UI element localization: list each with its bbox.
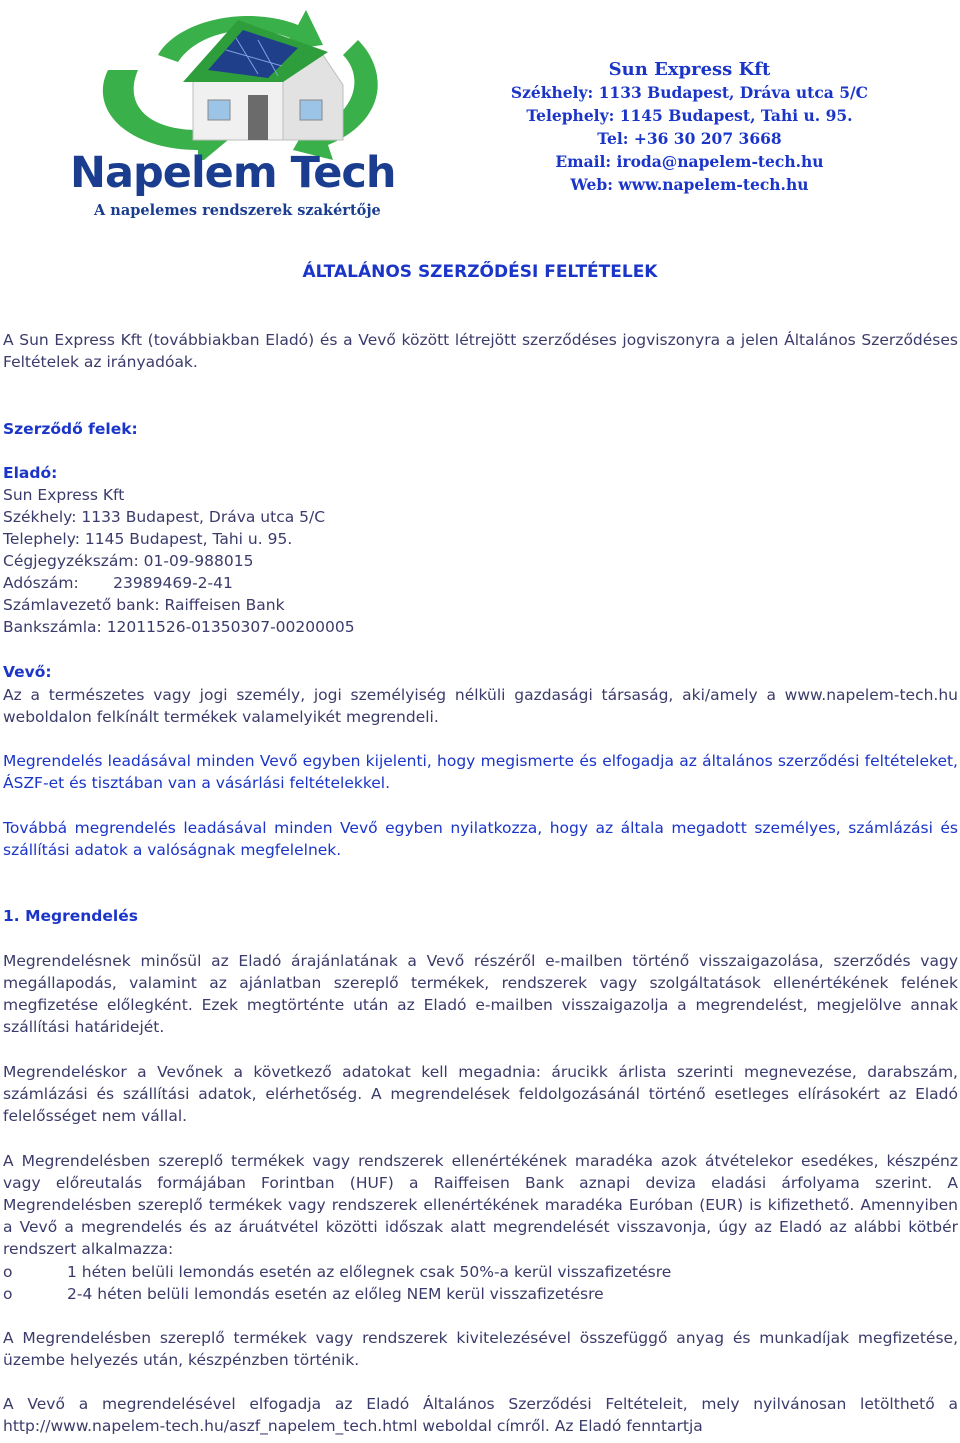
house-wall	[193, 80, 283, 140]
seller-name: Sun Express Kft	[3, 486, 125, 504]
company-email[interactable]: Email: iroda@napelem-tech.hu	[555, 152, 824, 171]
section-1-paragraph-1: Megrendelésnek minősül az Eladó árajánlatának a Vevő részéről e-mailben történő visszaigazolása, szerződés vagy megállapodás, valamint az ajánlatban szereplő termékek, rendszerek vagy szolgáltatások ellenértékének felének megfizetése előlegként. Ezek megtörténte után az Eladó e-mailben visszaigazolja a megrendelést, megjelölve annak szállítási határidejét.	[3, 952, 958, 1036]
seller-bank-account: Bankszámla: 12011526-01350307-00200005	[3, 618, 355, 636]
section-1-paragraph-4: A Megrendelésben szereplő termékek vagy rendszerek kivitelezésével összefüggő anyag és munkadíjak megfizetése, üzembe helyezés után, készpénzben történik.	[3, 1329, 958, 1369]
company-seat: Székhely: 1133 Budapest, Dráva utca 5/C	[510, 83, 868, 102]
company-name: Sun Express Kft	[608, 59, 771, 80]
logo-wordmark: Napelem Tech	[70, 148, 396, 198]
house-logo-icon	[68, 0, 418, 160]
seller-tax-number: Adószám: 23989469-2-41	[3, 574, 233, 592]
seller-registration: Cégjegyzékszám: 01-09-988015	[3, 552, 254, 570]
company-web[interactable]: Web: www.napelem-tech.hu	[570, 175, 809, 194]
logo	[68, 0, 418, 222]
company-header	[511, 58, 868, 196]
buyer-paragraph: Az a természetes vagy jogi személy, jogi személyiség nélküli gazdasági társaság, aki/amely a www.napelem-tech.hu weboldalon felkínált termékek valamelyikét megrendeli.	[3, 686, 958, 726]
section-1-paragraph-3: A Megrendelésben szereplő termékek vagy rendszerek ellenértékének maradéka azok átvételekor esedékes, készpénz vagy előreutalás formájában Forintban (HUF) a Raiffeisen Bank aznapi deviza eladási árfolyama szerint. A Megrendelésben szereplő termékek vagy rendszerek ellenértékének maradéka Euróban (EUR) is kifizethető. Amennyiben a Vevő a megrendelés és az áruátvétel közötti időszak alatt megrendelését visszavonja, úgy az Eladó az alábbi kötbér rendszert alkalmazza:	[3, 1152, 958, 1258]
company-site: Telephely: 1145 Budapest, Tahi u. 95.	[526, 106, 853, 125]
company-phone: Tel: +36 30 207 3668	[597, 129, 782, 148]
order-acceptance-paragraph: Megrendelés leadásával minden Vevő egyben kijelenti, hogy megismerte és elfogadja az általános szerződési feltételeket, ÁSZF-et és tisztában van a vásárlási feltételekkel.	[3, 752, 958, 792]
penalty-bullet-2	[3, 1283, 958, 1305]
buyer-heading: Vevő:	[3, 663, 52, 681]
seller-details	[3, 484, 958, 638]
bullet-marker: o	[3, 1263, 13, 1281]
bullet-text: 1 héten belüli lemondás esetén az előlegnek csak 50%-a kerül visszafizetésre	[67, 1263, 672, 1281]
seller-bank: Számlavezető bank: Raiffeisen Bank	[3, 596, 285, 614]
section-1-paragraph-5: A Vevő a megrendelésével elfogadja az Eladó Általános Szerződési Feltételeit, mely nyilvánosan letölthető a http://www.napelem-tech.hu/aszf_napelem_tech.html weboldal címről. Az Eladó fenntartja	[3, 1395, 958, 1435]
parties-heading: Szerződő felek:	[3, 420, 138, 438]
bullet-marker: o	[3, 1285, 13, 1303]
seller-seat: Székhely: 1133 Budapest, Dráva utca 5/C	[3, 508, 326, 526]
section-1-paragraph-2: Megrendeléskor a Vevőnek a következő adatokat kell megadnia: árucikk árlista szerinti megnevezése, darabszám, számlázási és szállítási adatok, elérhetőség. A megrendelések feldolgozásánál történő esetleges elírásokért az Eladó felelősséget nem vállal.	[3, 1063, 958, 1125]
seller-heading: Eladó:	[3, 464, 58, 482]
penalty-bullet-1	[3, 1261, 958, 1283]
bullet-text: 2-4 héten belüli lemondás esetén az előleg NEM kerül visszafizetésre	[67, 1285, 604, 1303]
document-title: ÁLTALÁNOS SZERZŐDÉSI FELTÉTELEK	[302, 262, 658, 282]
section-1-heading: 1. Megrendelés	[3, 907, 138, 925]
seller-site: Telephely: 1145 Budapest, Tahi u. 95.	[3, 530, 293, 548]
intro-paragraph: A Sun Express Kft (továbbiakban Eladó) és a Vevő között létrejött szerződéses jogviszonyra a jelen Általános Szerződéses Feltételek az irányadóak.	[3, 331, 958, 371]
order-data-paragraph: Továbbá megrendelés leadásával minden Vevő egyben nyilatkozza, hogy az általa megadott személyes, számlázási és szállítási adatok a valóságnak megfelelnek.	[3, 819, 958, 859]
logo-tagline: A napelemes rendszerek szakértője	[94, 202, 381, 219]
